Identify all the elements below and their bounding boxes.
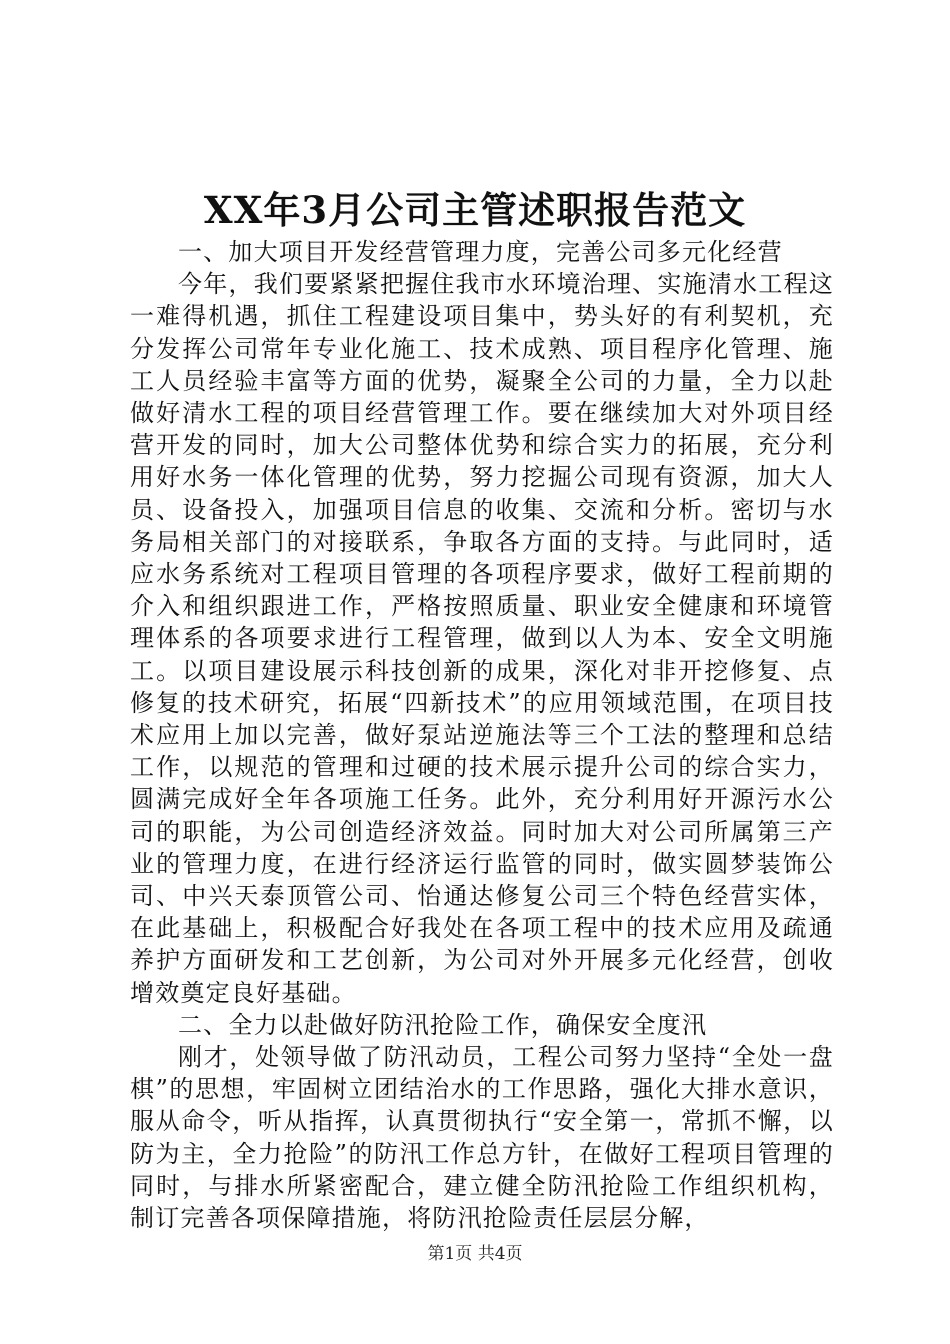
section-heading-1: 一、加大项目开发经营管理力度，完善公司多元化经营 [178, 238, 783, 266]
document-body [130, 236, 834, 1234]
page-footer: 第1页 共4页 [427, 1244, 523, 1264]
section-heading-2: 二、全力以赴做好防汛抢险工作，确保安全度汛 [178, 1010, 708, 1039]
section-paragraph-1: 今年，我们要紧紧把握住我市水环境治理、实施清水工程这一难得机遇，抓住工程建设项目集中，势头好的有利契机，充分发挥公司常年专业化施工、技术成熟、项目程序化管理、施工人员经验丰富等方面的优势，凝聚全公司的力量，全力以赴做好清水工程的项目经营管理工作。要在继续加大对外项目经营开发的同时，加大公司整体优势和综合实力的拓展，充分利用好水务一体化管理的优势，努力挖掘公司现有资源，加大人员、设备投入，加强项目信息的收集、交流和分析。密切与水务局相关部门的对接联系，争取各方面的支持。与此同时，适应水务系统对工程项目管理的各项程序要求，做好工程前期的介入和组织跟进工作，严格按照质量、职业安全健康和环境管理体系的各项要求进行工程管理，做到以人为本、安全文明施工。以项目建设展示科技创新的成果，深化对非开挖修复、点修复的技术研究，拓展“四新技术”的应用领域范围，在项目技术应用上加以完善，做好泵站逆施法等三个工法的整理和总结工作，以规范的管理和过硬的技术展示提升公司的综合实力，圆满完成好全年各项施工任务。此外，充分利用好开源污水公司的职能，为公司创造经济效益。同时加大对公司所属第三产业的管理力度，在进行经济运行监管的同时，做实圆梦装饰公司、中兴天泰顶管公司、怡通达修复公司三个特色经营实体，在此基础上，积极配合好我处在各项工程中的技术应用及疏通养护方面研发和工艺创新，为公司对外开展多元化经营，创收增效奠定良好基础。 [130, 270, 834, 1007]
document-title: XX年3月公司主管述职报告范文 [203, 188, 747, 232]
section-paragraph-2: 刚才，处领导做了防汛动员，工程公司努力坚持“全处一盘棋”的思想，牢固树立团结治水的工作思路，强化大排水意识，服从命令，听从指挥，认真贯彻执行“安全第一，常抓不懈，以防为主，全力抢险”的防汛工作总方针，在做好工程项目管理的同时，与排水所紧密配合，建立健全防汛抢险工作组织机构，制订完善各项保障措施，将防汛抢险责任层层分解， [130, 1043, 834, 1233]
